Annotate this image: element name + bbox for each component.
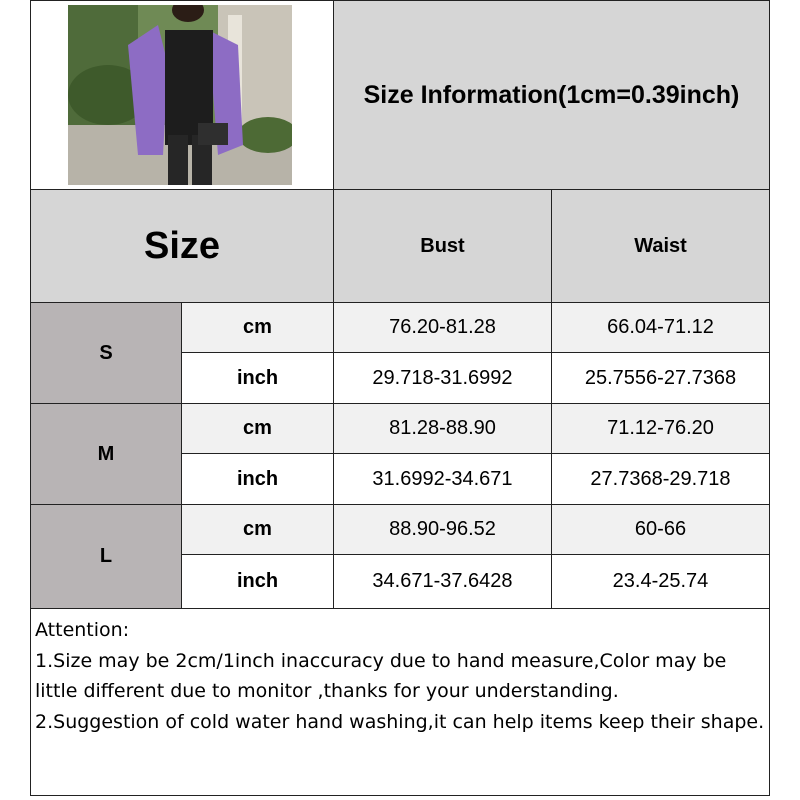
size-l: [30, 504, 182, 609]
bust-value: [333, 453, 552, 505]
page-title: Size Information(1cm=0.39inch): [363, 80, 740, 109]
unit-label: inch: [236, 570, 279, 592]
value-text: 27.7368-29.718: [590, 467, 731, 490]
unit-label: cm: [243, 316, 272, 338]
size-l-label: L: [99, 545, 113, 567]
size-m: [30, 403, 182, 505]
bust-value: [333, 302, 552, 353]
waist-value: [551, 453, 770, 505]
unit-inch: [181, 554, 334, 609]
unit-label: cm: [243, 417, 272, 439]
value-text: 71.12-76.20: [607, 417, 714, 439]
unit-inch: [181, 352, 334, 404]
bust-header: [333, 189, 552, 303]
bust-header-label: Bust: [420, 234, 465, 257]
unit-cm: [181, 302, 334, 353]
model-image: [68, 5, 292, 185]
notes-heading: Attention:: [35, 619, 130, 641]
bust-value: [333, 504, 552, 555]
value-text: 29.718-31.6992: [372, 366, 513, 389]
size-header-label: Size: [143, 224, 221, 267]
unit-cm: [181, 504, 334, 555]
value-text: 60-66: [634, 518, 687, 540]
waist-value: [551, 554, 770, 609]
bust-value: [333, 554, 552, 609]
value-text: 76.20-81.28: [389, 316, 496, 338]
value-text: 81.28-88.90: [389, 417, 496, 439]
value-text: 34.671-37.6428: [372, 570, 513, 592]
product-photo: [68, 5, 292, 185]
size-header: [30, 189, 334, 303]
size-m-label: M: [97, 442, 115, 465]
value-text: 23.4-25.74: [612, 570, 709, 592]
unit-label: inch: [236, 366, 279, 389]
unit-label: inch: [236, 467, 279, 490]
attention-notes: [30, 608, 770, 796]
unit-label: cm: [243, 518, 272, 540]
size-s: [30, 302, 182, 404]
size-s-label: S: [99, 341, 113, 364]
value-text: 66.04-71.12: [607, 316, 714, 338]
waist-header-label: Waist: [634, 234, 687, 257]
unit-inch: [181, 453, 334, 505]
waist-value: [551, 352, 770, 404]
notes-line-1: 1.Size may be 2cm/1inch inaccuracy due to hand measure,Color may be little different due to monitor ,thanks for your understanding.: [35, 649, 727, 702]
value-text: 88.90-96.52: [389, 518, 496, 540]
value-text: 31.6992-34.671: [372, 467, 513, 490]
title-cell: [333, 0, 770, 190]
value-text: 25.7556-27.7368: [584, 366, 737, 389]
waist-value: [551, 403, 770, 454]
bust-value: [333, 403, 552, 454]
waist-value: [551, 504, 770, 555]
notes-line-2: 2.Suggestion of cold water hand washing,it can help items keep their shape.: [35, 710, 765, 733]
bust-value: [333, 352, 552, 404]
unit-cm: [181, 403, 334, 454]
waist-header: [551, 189, 770, 303]
waist-value: [551, 302, 770, 353]
